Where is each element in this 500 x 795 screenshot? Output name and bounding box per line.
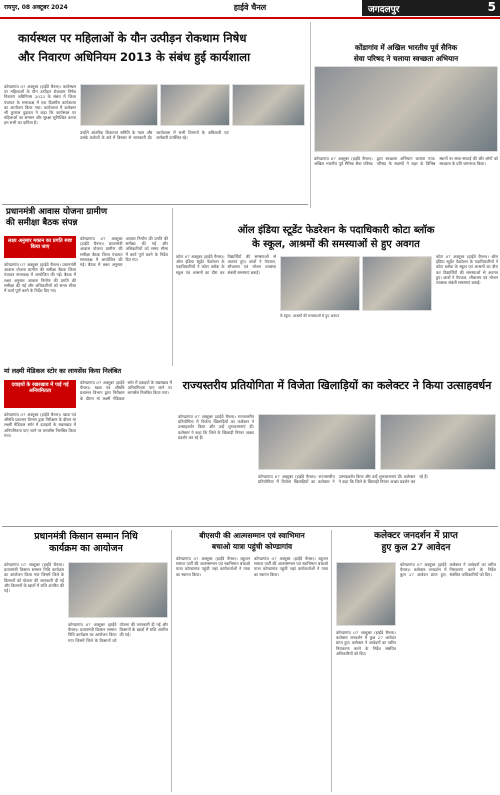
story1-photo-1 <box>80 84 158 126</box>
story2-col: कोण्डागांव 07 अक्टूबर (हाईवे चैनल)। अखिल भारतीय पूर्व सैनिक सेवा परिषद द्वारा स्वच्छता अभियान चलाया गया। परिषद के सदस्यों ने शहर के विभिन्न स्थानों पर साफ-सफाई की और लोगों को स्वच्छता के प्रति जागरूक किया। <box>314 156 498 167</box>
story6-col1: कोण्डागांव 07 अक्टूबर (हाईवे चैनल)। राज्यस्तरीय प्रतियोगिता में विजेता खिलाड़ियों का कलेक्टर ने उत्साहवर्धन किया और उन्हें शुभकामनाएं दीं। कलेक्टर ने कहा कि जिले के खिलाड़ी निरंतर अच्छा प्रदर्शन कर रहे हैं। <box>178 414 254 440</box>
story7-headline-line2: कार्यक्रम का आयोजन <box>49 543 123 555</box>
story7-photo <box>68 562 168 618</box>
story7-headline-line1: प्रधानमंत्री किसान सम्मान निधि <box>34 531 138 542</box>
story1-headline <box>18 32 318 63</box>
story5-headline: मां लक्ष्मी मेडिकल स्टोर का लायसेंस किया निलंबित <box>4 367 122 375</box>
story4-col1: कोटा 07 अक्टूबर (हाईवे चैनल)। ऑल इंडिया स्टूडेंट फेडरेशन के पदाधिकारियों ने कोटा ब्लॉक के स्कूल एवं आश्रमों का दौरा कर विद्यार्थियों की समस्याओं से अवगत हुए। छात्रों ने पेयजल, शौचालय एवं भोजन व्यवस्था संबंधी समस्याएं बताईं। <box>176 254 276 275</box>
story8-col1: कोण्डागांव 07 अक्टूबर (हाईवे चैनल)। बहुजन समाज पार्टी की आत्मसम्मान एवं स्वाभिमान बचाओ यात्रा कोण्डागांव पहुंची जहां कार्यकर्ताओं ने यात्रा का स्वागत किया। <box>176 556 250 577</box>
story6-photo-2 <box>380 414 496 470</box>
story4-col2: कोटा 07 अक्टूबर (हाईवे चैनल)। ऑल इंडिया स्टूडेंट फेडरेशन के पदाधिकारियों ने कोटा ब्लॉक के स्कूल एवं आश्रमों का दौरा कर विद्यार्थियों की समस्याओं से अवगत हुए। छात्रों ने पेयजल, शौचालय एवं भोजन व्यवस्था संबंधी समस्याएं बताईं। <box>436 254 498 286</box>
story7-headline <box>6 532 166 555</box>
story5-callout-box: दवाइयों के रखरखाव में पाई गई अनियमितता <box>4 380 76 408</box>
story8-headline <box>176 532 328 551</box>
page-header <box>0 0 500 16</box>
story4-photo-1 <box>280 256 360 311</box>
story3-headline-line2: की समीक्षा बैठक संपन्न <box>6 218 78 229</box>
story2-headline <box>314 44 498 63</box>
header-rule <box>0 17 500 19</box>
story7-col2: कोण्डागांव 07 अक्टूबर (हाईवे चैनल)। प्रधानमंत्री किसान सम्मान निधि कार्यक्रम का आयोजन किया गया जिसमें जिले के किसानों को योजना की जानकारी दी गई और किसानों के खातों में राशि अंतरित की गई। <box>68 622 168 643</box>
story1-headline-line2: और निवारण अधिनियम 2013 के संबंध हुई कार्यशाला <box>18 49 251 64</box>
story4-headline-line2: के स्कूल, आश्रमों की समस्याओं से हुए अवगत <box>252 239 420 250</box>
story9-headline-line2: हुए कुल 27 आवेदन <box>381 542 451 553</box>
story1-col1: कोण्डागांव 07 अक्टूबर (हाईवे चैनल)। कार्यस्थल पर महिलाओं के यौन उत्पीड़न रोकथाम निषेध निवारण अधिनियम 2013 के संबंध में जिला पंचायत के सभाकक्ष में एक दिवसीय कार्यशाला का आयोजन किया गया। कार्यशाला में कलेक्टर श्री कुणाल दुदावत ने कहा कि कार्यस्थल पर महिलाओं का सम्मान और सुरक्षा सुनिश्चित करना हम सभी का दायित्व है। <box>4 84 76 126</box>
story6-headline: राज्यस्तरीय प्रतियोगिता में विजेता खिलाड़ियों का कलेक्टर ने किया उत्साहवर्धन <box>182 379 492 392</box>
vertical-divider-2 <box>172 208 173 366</box>
story4-headline <box>176 225 496 250</box>
vertical-divider-4 <box>331 530 332 792</box>
story5-col1: कोण्डागांव 07 अक्टूबर (हाईवे चैनल)। खाद्य एवं औषधि प्रशासन विभाग द्वारा निरीक्षण के दौरान मां लक्ष्मी मेडिकल स्टोर में दवाइयों के रखरखाव में अनियमितता पाए जाने पर लायसेंस निलंबित किया गया। <box>4 412 76 438</box>
story2-headline-line2: सेवा परिषद ने चलाया स्वच्छता अभियान <box>353 53 459 63</box>
issue-date: रायपुर, 08 अक्टूबर 2024 <box>4 4 68 11</box>
story9-headline <box>336 532 496 554</box>
story1-headline-line1: कार्यस्थल पर महिलाओं के यौन उत्पीड़न रोकथाम निषेध <box>18 31 247 45</box>
story4-caption: के स्कूल, आश्रमों की समस्याओं से हुए अवगत <box>280 314 340 318</box>
newspaper-name: हाईवे चैनल <box>233 3 267 12</box>
story7-col1: कोण्डागांव 07 अक्टूबर (हाईवे चैनल)। प्रधानमंत्री किसान सम्मान निधि कार्यक्रम का आयोजन किया गया जिसमें जिले के किसानों को योजना की जानकारी दी गई और किसानों के खातों में राशि अंतरित की गई। <box>4 562 64 594</box>
vertical-divider-3 <box>171 530 172 792</box>
story8-headline-line1: बीएसपी की आत्मसम्मान एवं स्वाभिमान <box>199 531 305 540</box>
story3-col1: कोण्डागांव 07 अक्टूबर (हाईवे चैनल)। प्रधानमंत्री आवास योजना ग्रामीण की समीक्षा बैठक जिला पंचायत सभाकक्ष में आयोजित की गई। बैठक में लक्ष्य अनुसार आवास निर्माण की प्रगति की समीक्षा की गई और अधिकारियों को समय सीमा में कार्य पूर्ण करने के निर्देश दिए गए। <box>4 262 76 294</box>
city-band <box>362 0 500 16</box>
story9-col2: कोण्डागांव 07 अक्टूबर (हाईवे चैनल)। कलेक्टर जनदर्शन में कुल 27 आवेदन प्राप्त हुए। कलेक्टर ने आवेदनों का त्वरित निराकरण करने के निर्देश संबंधित अधिकारियों को दिए। <box>400 562 496 578</box>
story3-callout-box: लक्ष्य अनुसार मकान का प्रगति स्पष्ट किया जाए <box>4 236 76 258</box>
story6-photo-1 <box>258 414 376 470</box>
story2-headline-line1: कोंडागांव में अखिल भारतीय पूर्व सैनिक <box>354 43 458 52</box>
story1-photo-3 <box>232 84 305 126</box>
story1-col2: उन्होंने आंतरिक शिकायत समिति के गठन और उसके कर्तव्यों के बारे में विस्तार से जानकारी दी। कार्यशाला में सभी विभागों के अधिकारी एवं कर्मचारी उपस्थित रहे। <box>80 130 229 141</box>
story3-col2: कोण्डागांव 07 अक्टूबर (हाईवे चैनल)। प्रधानमंत्री आवास योजना ग्रामीण की समीक्षा बैठक जिला पंचायत सभाकक्ष में आयोजित की गई। बैठक में लक्ष्य अनुसार आवास निर्माण की प्रगति की समीक्षा की गई और अधिकारियों को समय सीमा में कार्य पूर्ण करने के निर्देश दिए गए। <box>80 236 168 268</box>
divider-2 <box>2 526 498 527</box>
story6-col2: कोण्डागांव 07 अक्टूबर (हाईवे चैनल)। राज्यस्तरीय प्रतियोगिता में विजेता खिलाड़ियों का कलेक्टर ने उत्साहवर्धन किया और उन्हें शुभकामनाएं दीं। कलेक्टर ने कहा कि जिले के खिलाड़ी निरंतर अच्छा प्रदर्शन कर रहे हैं। <box>258 474 428 485</box>
page-number: 5 <box>487 0 496 14</box>
story4-headline-line1: ऑल इंडिया स्टूडेंट फेडरेशन के पदाधिकारी कोटा ब्लॉक <box>237 225 435 236</box>
story3-headline <box>6 208 166 229</box>
story9-headline-line1: कलेक्टर जनदर्शन में प्राप्त <box>374 531 458 541</box>
story2-photo <box>314 66 498 152</box>
story8-col2: कोण्डागांव 07 अक्टूबर (हाईवे चैनल)। बहुजन समाज पार्टी की आत्मसम्मान एवं स्वाभिमान बचाओ यात्रा कोण्डागांव पहुंची जहां कार्यकर्ताओं ने यात्रा का स्वागत किया। <box>254 556 328 577</box>
divider-1 <box>2 204 308 205</box>
story5-col2: कोण्डागांव 07 अक्टूबर (हाईवे चैनल)। खाद्य एवं औषधि प्रशासन विभाग द्वारा निरीक्षण के दौरान मां लक्ष्मी मेडिकल स्टोर में दवाइयों के रखरखाव में अनियमितता पाए जाने पर लायसेंस निलंबित किया गया। <box>80 380 172 401</box>
story9-photo <box>336 562 396 626</box>
vertical-divider-1 <box>310 22 311 208</box>
story8-headline-line2: बचाओ यात्रा पहुंची कोण्डागांव <box>211 542 293 552</box>
story4-photo-2 <box>362 256 432 311</box>
story3-headline-line1: प्रधानमंत्री आवास योजना ग्रामीण <box>6 207 108 217</box>
city-name: जगदलपुर <box>368 5 400 15</box>
story1-photo-2 <box>160 84 230 126</box>
story9-col1: कोण्डागांव 07 अक्टूबर (हाईवे चैनल)। कलेक्टर जनदर्शन में कुल 27 आवेदन प्राप्त हुए। कलेक्टर ने आवेदनों का त्वरित निराकरण करने के निर्देश संबंधित अधिकारियों को दिए। <box>336 630 396 656</box>
